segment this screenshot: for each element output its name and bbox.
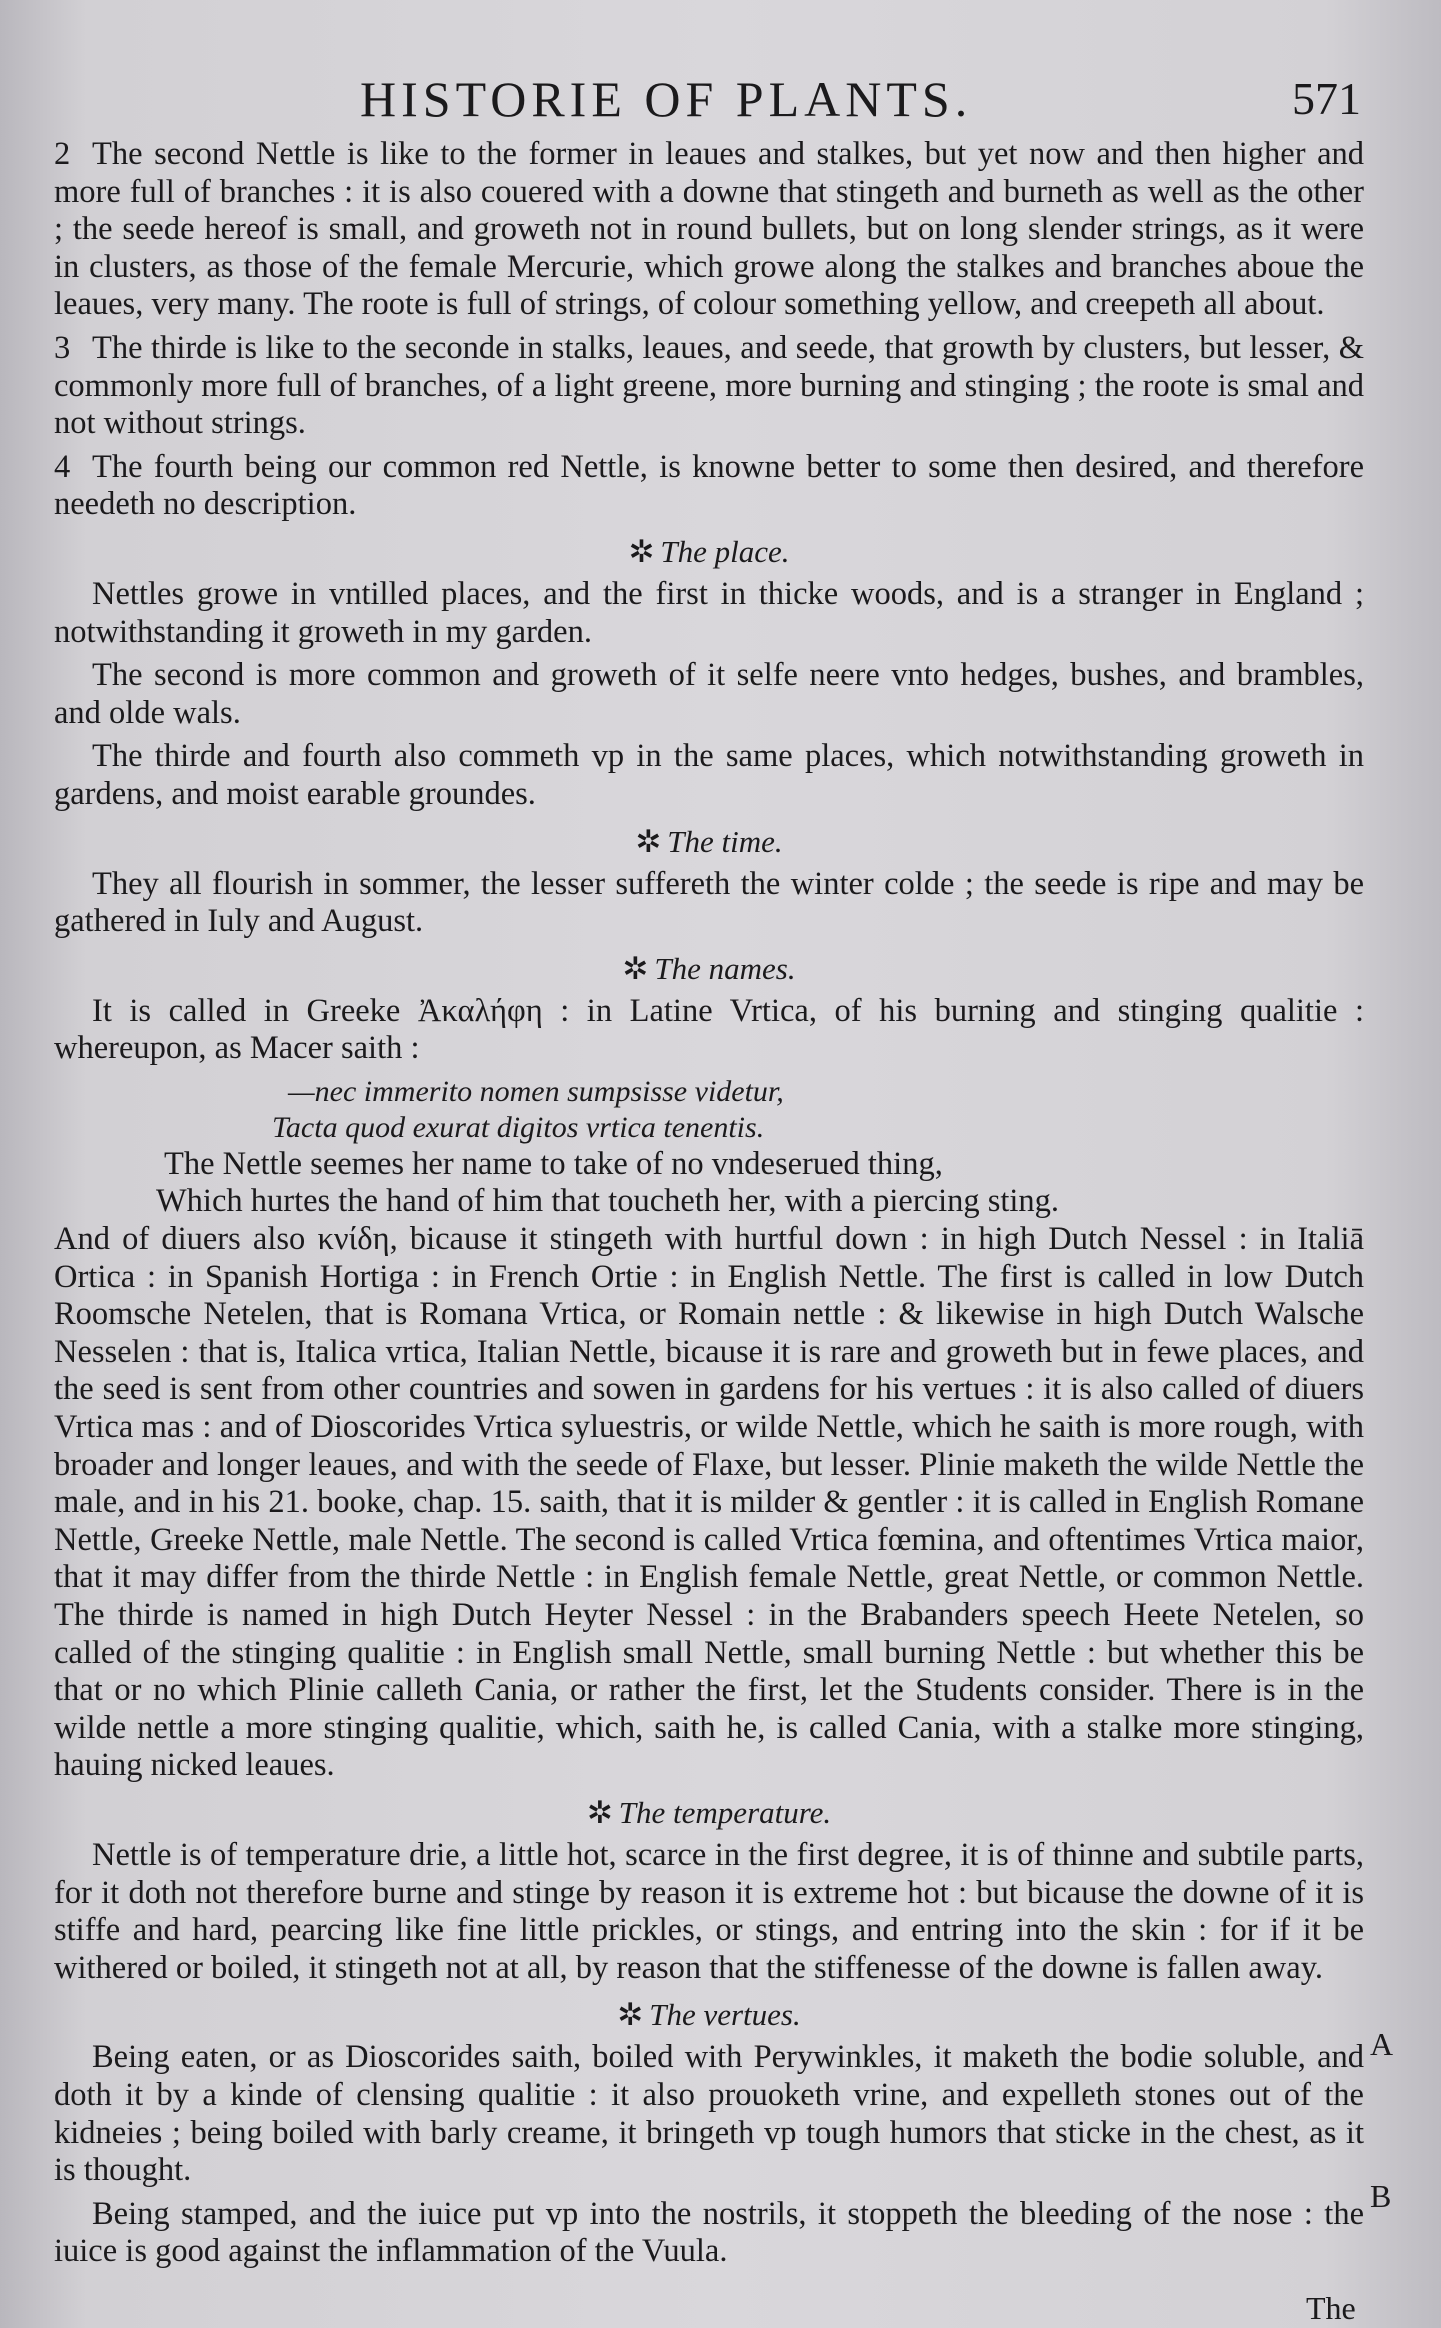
asterism-icon: ✲: [586, 1794, 613, 1830]
section-heading-names: ✲ The names.: [622, 950, 796, 986]
paragraph-number: 4: [54, 448, 71, 485]
margin-letter-a: A: [1370, 2026, 1394, 2062]
paragraph-number: 3: [54, 329, 71, 366]
place-paragraph: The thirde and fourth also commeth vp in the same places, which notwithstanding groweth in gardens, and moist earable groundes.: [54, 738, 1364, 812]
asterism-icon: ✲: [622, 950, 649, 986]
description-paragraph-3: [54, 330, 1364, 443]
time-paragraph: They all flourish in sommer, the lesser suffereth the winter colde ; the seede is ripe and may be gathered in Iuly and August.: [54, 865, 1364, 940]
place-paragraph: Nettles growe in vntilled places, and the first in thicke woods, and is a stranger in England ; notwithstanding it groweth in my garden.: [54, 575, 1364, 650]
names-intro: It is called in Greeke Ἀκαλήφη : in Latine Vrtica, of his burning and stinging qualitie : whereupon, as Macer saith :: [54, 992, 1364, 1067]
latin-verse-line: —nec immerito nomen sumpsisse videtur,: [288, 1074, 784, 1108]
paragraph-number: 2: [54, 136, 71, 172]
vertues-paragraph: Being eaten, or as Dioscorides saith, boiled with Perywinkles, it maketh the bodie soluble, and doth it by a kinde of clensing qualitie : it also prouoketh vrine, and expelleth stones out of the kidneies ; being boiled with barly creame, it bringeth vp tough humors that sticke in the chest, as it is thought.: [54, 2039, 1364, 2189]
paragraph-text: The fourth being our common red Nettle, is knowne better to some then desired, and therefore needeth no description.: [54, 448, 1364, 523]
section-heading-time: ✲ The time.: [635, 823, 783, 859]
place-paragraph: The second is more common and groweth of it selfe neere vnto hedges, bushes, and brambles, and olde wals.: [54, 657, 1364, 731]
asterism-icon: ✲: [617, 1997, 644, 2033]
description-paragraph-4: [54, 449, 1364, 524]
asterism-icon: ✲: [628, 533, 655, 569]
section-heading-vertues: ✲ The vertues.: [617, 1997, 801, 2033]
names-body: And of diuers also κνίδη, bicause it stingeth with hurtful down : in high Dutch Nessel : in Italiā Ortica : in Spanish Hortiga : in French Ortie : in English Nettle. The first is called in low Dutch Roomsche Netelen, that is Romana Vrtica, or Romain nettle : & likewise in high Dutch Walsche Nesselen : that is, Italica vrtica, Italian Nettle, bicause it is rare and groweth but in fewe places, and the seed is sent from other countries and sowen in gardens for his vertues : it is also called of diuers Vrtica mas : and of Dioscorides Vrtica syluestris, or wilde Nettle, which he saith is more rough, with broader and longer leaues, and with the seede of Flaxe, but lesser. Plinie maketh the wilde Nettle the male, and in his 21. booke, chap. 15. saith, that it is milder & gentler : it is called in English Romane Nettle, Greeke Nettle, male Nettle. The second is called Vrtica fœmina, and oftentimes Vrtica maior, that it may differ from the thirde Nettle : in English female Nettle, great Nettle, or common Nettle. The thirde is named in high Dutch Heyter Nessel : in the Brabanders speech Heete Netelen, so called of the stinging qualitie : in English small Nettle, small burning Nettle : but whether this be that or no which Plinie calleth Cania, or rather the first, let the Students consider. There is in the wilde nettle a more stinging qualitie, which, saith he, is called Cania, with a stalke more stinging, hauing nicked leaues.: [54, 1221, 1364, 1784]
margin-letter-b: B: [1370, 2178, 1392, 2214]
page-number: 571: [1292, 73, 1361, 124]
english-verse-line: The Nettle seemes her name to take of no vndeserued thing,: [164, 1145, 943, 1182]
running-head: [0, 64, 1441, 134]
temperature-paragraph: Nettle is of temperature drie, a little hot, scarce in the first degree, it is of thinne and subtile parts, for it doth not therefore burne and stinge by reason it is extreme hot : but bicause the downe of it is stiffe and hard, pearcing like fine little prickles, or stings, and entring into the skin : for if it be withered or boiled, it stingeth not at all, by reason that the stiffenesse of the downe is fallen away.: [54, 1836, 1364, 1986]
latin-verse-line: Tacta quod exurat digitos vrtica tenentis.: [272, 1110, 765, 1144]
catchword: The: [1306, 2290, 1356, 2326]
asterism-icon: ✲: [635, 823, 662, 859]
page-title: HISTORIE OF PLANTS.: [360, 71, 973, 127]
vertues-paragraph: Being stamped, and the iuice put vp into the nostrils, it stoppeth the bleeding of the nose : the iuice is good against the inflammation of the Vuula.: [54, 2195, 1364, 2270]
section-heading-temperature: ✲ The temperature.: [586, 1794, 832, 1830]
description-paragraph-2: [54, 136, 1364, 324]
section-heading-place: ✲ The place.: [628, 533, 790, 569]
main-text: [54, 136, 1364, 2277]
paragraph-text: The second Nettle is like to the former in leaues and stalkes, but yet now and then higher and more full of branches : it is also couered with a downe that stingeth and burneth as well as the other ; the seede hereof is small, and groweth not in round bullets, but on long slender strings, as it were in clusters, as those of the female Mercurie, which growe along the stalkes and branches aboue the leaues, very many. The roote is full of strings, of colour something yellow, and creepeth all about.: [54, 136, 1364, 323]
paragraph-text: The thirde is like to the seconde in stalks, leaues, and seede, that growth by clusters, but lesser, & commonly more full of branches, of a light greene, more burning and stinging ; the roote is smal and not without strings.: [54, 329, 1364, 442]
english-verse-line: Which hurtes the hand of him that toucheth her, with a piercing sting.: [156, 1183, 1060, 1220]
